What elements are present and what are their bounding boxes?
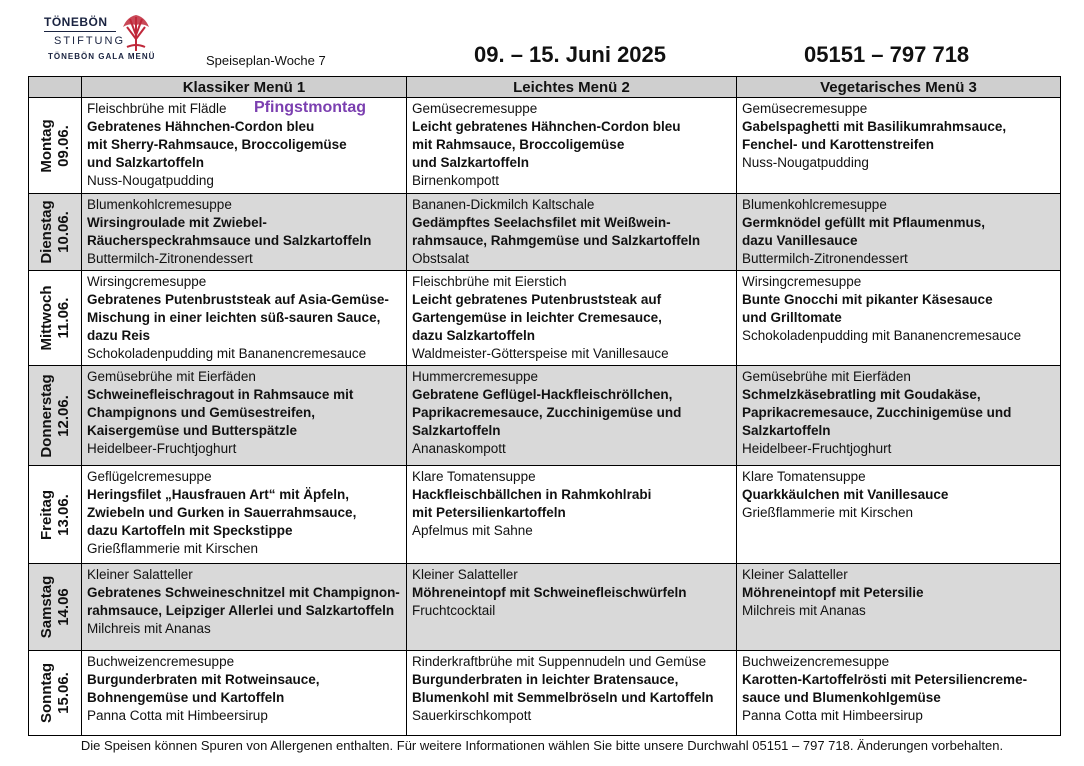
day-name: Mittwoch (38, 285, 55, 351)
day-date: 12.06. (55, 394, 72, 437)
day-label (38, 663, 72, 723)
menu-cell (737, 651, 1061, 736)
day-cell (29, 271, 82, 366)
main-dish-line: dazu Vanillesauce (742, 233, 858, 248)
day-label (38, 286, 72, 351)
footer-note: Die Speisen können Spuren von Allergenen enthalten. Für weitere Informationen wählen Sie bitte unsere Durchwahl 05151 – 797 718. Änderungen vorbehalten. (80, 738, 1004, 753)
menu-cell (737, 271, 1061, 366)
soup-text: Fleischbrühe mit Flädle (87, 101, 227, 116)
day-cell (29, 564, 82, 651)
main-dish-line: rahmsauce, Leipziger Allerlei und Salzkartoffeln (87, 603, 395, 618)
table-row (29, 271, 1061, 366)
main-dish-line: Gebratenes Putenbruststeak auf Asia-Gemüse- (87, 292, 389, 307)
main-dish-line: Gebratenes Schweineschnitzel mit Champignon- (87, 585, 400, 600)
day-date: 14.06 (55, 588, 72, 626)
menu-table (28, 76, 1061, 736)
main-dish-line: rahmsauce, Rahmgemüse und Salzkartoffeln (412, 233, 701, 248)
main-dish-line: Fenchel- und Karottenstreifen (742, 137, 935, 152)
soup-text: Gemüsebrühe mit Eierfäden (87, 369, 256, 384)
main-dish-line: Heringsfilet „Hausfrauen Art“ mit Äpfeln, (87, 487, 350, 502)
dessert-text: Panna Cotta mit Himbeersirup (87, 708, 268, 723)
main-dish-line: Wirsingroulade mit Zwiebel- (87, 215, 267, 230)
menu-cell (82, 98, 407, 194)
day-name: Freitag (38, 489, 55, 540)
week-label: Speiseplan-Woche 7 (206, 53, 326, 68)
main-dish-line: Schmelzkäsebratling mit Goudakäse, (742, 387, 981, 402)
soup-text: Gemüsecremesuppe (412, 101, 538, 116)
menu-cell (82, 564, 407, 651)
menu-cell (82, 366, 407, 466)
soup-text: Kleiner Salatteller (742, 567, 848, 582)
main-dish-line: dazu Salzkartoffeln (412, 328, 536, 343)
menu-cell (82, 271, 407, 366)
soup-text: Blumenkohlcremesuppe (742, 197, 887, 212)
soup-text: Fleischbrühe mit Eierstich (412, 274, 567, 289)
dessert-text: Ananaskompott (412, 441, 506, 456)
main-dish-line: und Grilltomate (742, 310, 842, 325)
soup-text: Bananen-Dickmilch Kaltschale (412, 197, 595, 212)
soup-text: Rinderkraftbrühe mit Suppennudeln und Gemüse (412, 654, 707, 669)
day-date: 11.06. (55, 297, 72, 339)
main-dish-line: Gedämpftes Seelachsfilet mit Weißwein- (412, 215, 671, 230)
day-cell (29, 366, 82, 466)
dessert-text: Buttermilch-Zitronendessert (742, 251, 908, 266)
main-dish-line: und Salzkartoffeln (412, 155, 530, 170)
main-dish-line: Blumenkohl mit Semmelbröseln und Kartoffeln (412, 690, 714, 705)
holiday-label: Pfingstmontag (254, 99, 366, 116)
dessert-text: Heidelbeer-Fruchtjoghurt (742, 441, 892, 456)
menu-cell (407, 271, 737, 366)
menu-cell (407, 98, 737, 194)
header-corner (29, 77, 82, 98)
dessert-text: Waldmeister-Götterspeise mit Vanillesauce (412, 346, 669, 361)
menu-cell (737, 564, 1061, 651)
logo-stiftung: STIFTUNG (54, 35, 125, 47)
soup-text: Kleiner Salatteller (412, 567, 518, 582)
day-label (38, 576, 72, 639)
menu-cell (82, 466, 407, 564)
menu-cell (407, 564, 737, 651)
soup-text: Blumenkohlcremesuppe (87, 197, 232, 212)
dessert-text: Sauerkirschkompott (412, 708, 532, 723)
tree-logo-icon (117, 13, 155, 53)
main-dish-line: Champignons und Gemüsestreifen, (87, 405, 316, 420)
date-range: 09. – 15. Juni 2025 (474, 42, 667, 67)
main-dish-line: Gebratenes Hähnchen-Cordon bleu (87, 119, 315, 134)
column-header-menu-2: Leichtes Menü 2 (407, 77, 737, 98)
main-dish-line: Kaisergemüse und Butterspätzle (87, 423, 298, 438)
menu-cell (737, 466, 1061, 564)
dessert-text: Nuss-Nougatpudding (87, 173, 214, 188)
table-row (29, 366, 1061, 466)
dessert-text: Panna Cotta mit Himbeersirup (742, 708, 923, 723)
dessert-text: Fruchtcocktail (412, 603, 496, 618)
main-dish-line: mit Rahmsauce, Broccoligemüse (412, 137, 625, 152)
menu-cell (407, 651, 737, 736)
menu-body (29, 98, 1061, 736)
main-dish-line: Paprikacremesauce, Zucchinigemüse und (742, 405, 1012, 420)
logo-subtitle: TÖNEBÖN GALA MENÜ (48, 52, 156, 61)
menu-cell (82, 651, 407, 736)
table-row (29, 651, 1061, 736)
main-dish-line: Hackfleischbällchen in Rahmkohlrabi (412, 487, 652, 502)
main-dish-line: Mischung in einer leichten süß-sauren Sauce, (87, 310, 381, 325)
day-name: Dienstag (38, 200, 55, 264)
main-dish-line: Leicht gebratenes Hähnchen-Cordon bleu (412, 119, 681, 134)
dessert-text: Apfelmus mit Sahne (412, 523, 533, 538)
main-dish-line: sauce und Blumenkohlgemüse (742, 690, 941, 705)
main-dish-line: Salzkartoffeln (412, 423, 501, 438)
main-dish-line: Räucherspeckrahmsauce und Salzkartoffeln (87, 233, 372, 248)
day-label (38, 489, 72, 539)
dessert-text: Milchreis mit Ananas (742, 603, 866, 618)
main-dish-line: Möhreneintopf mit Petersilie (742, 585, 924, 600)
main-dish-line: Paprikacremesauce, Zucchinigemüse und (412, 405, 682, 420)
soup-text: Wirsingcremesuppe (87, 274, 207, 289)
main-dish-line: Burgunderbraten mit Rotweinsauce, (87, 672, 320, 687)
day-cell (29, 98, 82, 194)
main-dish-line: dazu Reis (87, 328, 151, 343)
day-name: Sonntag (38, 663, 55, 723)
column-header-menu-1: Klassiker Menü 1 (82, 77, 407, 98)
main-dish-line: Schweinefleischragout in Rahmsauce mit (87, 387, 354, 402)
main-dish-line: dazu Kartoffeln mit Speckstippe (87, 523, 293, 538)
main-dish-line: Bunte Gnocchi mit pikanter Käsesauce (742, 292, 993, 307)
day-date: 15.06. (55, 672, 72, 714)
main-dish-line: Salzkartoffeln (742, 423, 831, 438)
day-cell (29, 466, 82, 564)
phone-number: 05151 – 797 718 (804, 42, 970, 67)
main-dish-line: mit Sherry-Rahmsauce, Broccoligemüse (87, 137, 347, 152)
dessert-text: Buttermilch-Zitronendessert (87, 251, 253, 266)
column-header-menu-3: Vegetarisches Menü 3 (737, 77, 1061, 98)
logo-brand: TÖNEBÖN (44, 15, 108, 29)
day-date: 13.06. (55, 493, 72, 536)
main-dish-line: Gebratene Geflügel-Hackfleischröllchen, (412, 387, 673, 402)
day-name: Samstag (38, 575, 55, 639)
menu-cell (407, 194, 737, 271)
soup-text: Buchweizencremesuppe (742, 654, 890, 669)
day-label (38, 200, 72, 263)
main-dish-line: Karotten-Kartoffelrösti mit Petersiliencreme- (742, 672, 1028, 687)
menu-cell (737, 366, 1061, 466)
dessert-text: Obstsalat (412, 251, 470, 266)
table-header-row (29, 77, 1061, 98)
main-dish-line: Bohnengemüse und Kartoffeln (87, 690, 285, 705)
soup-text: Gemüsebrühe mit Eierfäden (742, 369, 911, 384)
dessert-text: Nuss-Nougatpudding (742, 155, 869, 170)
dessert-text: Schokoladenpudding mit Bananencremesauce (742, 328, 1022, 343)
main-dish-line: und Salzkartoffeln (87, 155, 205, 170)
menu-cell (82, 194, 407, 271)
logo-divider (44, 31, 116, 32)
dessert-text: Milchreis mit Ananas (87, 621, 211, 636)
main-dish-line: mit Petersilienkartoffeln (412, 505, 566, 520)
dessert-text: Heidelbeer-Fruchtjoghurt (87, 441, 237, 456)
dessert-text: Schokoladenpudding mit Bananencremesauce (87, 346, 367, 361)
day-label (38, 119, 72, 172)
main-dish-line: Gabelspaghetti mit Basilikumrahmsauce, (742, 119, 1007, 134)
dessert-text: Grießflammerie mit Kirschen (87, 541, 259, 556)
soup-text: Geflügelcremesuppe (87, 469, 212, 484)
soup-text: Klare Tomatensuppe (412, 469, 536, 484)
table-row (29, 466, 1061, 564)
logo (44, 13, 164, 69)
day-date: 10.06. (55, 211, 72, 253)
menu-cell (407, 366, 737, 466)
day-cell (29, 651, 82, 736)
day-name: Donnerstag (38, 373, 55, 458)
main-dish-line: Zwiebeln und Gurken in Sauerrahmsauce, (87, 505, 357, 520)
main-dish-line: Burgunderbraten in leichter Bratensauce, (412, 672, 679, 687)
day-label (38, 374, 72, 457)
day-date: 09.06. (55, 124, 72, 167)
day-cell (29, 194, 82, 271)
soup-text: Hummercremesuppe (412, 369, 539, 384)
soup-text: Klare Tomatensuppe (742, 469, 866, 484)
main-dish-line: Germknödel gefüllt mit Pflaumenmus, (742, 215, 986, 230)
soup-text: Wirsingcremesuppe (742, 274, 862, 289)
dessert-text: Birnenkompott (412, 173, 500, 188)
menu-cell (407, 466, 737, 564)
main-dish-line: Quarkkäulchen mit Vanillesauce (742, 487, 949, 502)
table-row (29, 98, 1061, 194)
soup-text: Gemüsecremesuppe (742, 101, 868, 116)
menu-cell (737, 194, 1061, 271)
soup-text: Kleiner Salatteller (87, 567, 193, 582)
soup-text: Buchweizencremesuppe (87, 654, 235, 669)
day-name: Montag (38, 118, 55, 173)
main-dish-line: Gartengemüse in leichter Cremesauce, (412, 310, 662, 325)
menu-cell (737, 98, 1061, 194)
table-row (29, 194, 1061, 271)
main-dish-line: Leicht gebratenes Putenbruststeak auf (412, 292, 662, 307)
dessert-text: Grießflammerie mit Kirschen (742, 505, 914, 520)
table-row (29, 564, 1061, 651)
main-dish-line: Möhreneintopf mit Schweinefleischwürfeln (412, 585, 687, 600)
